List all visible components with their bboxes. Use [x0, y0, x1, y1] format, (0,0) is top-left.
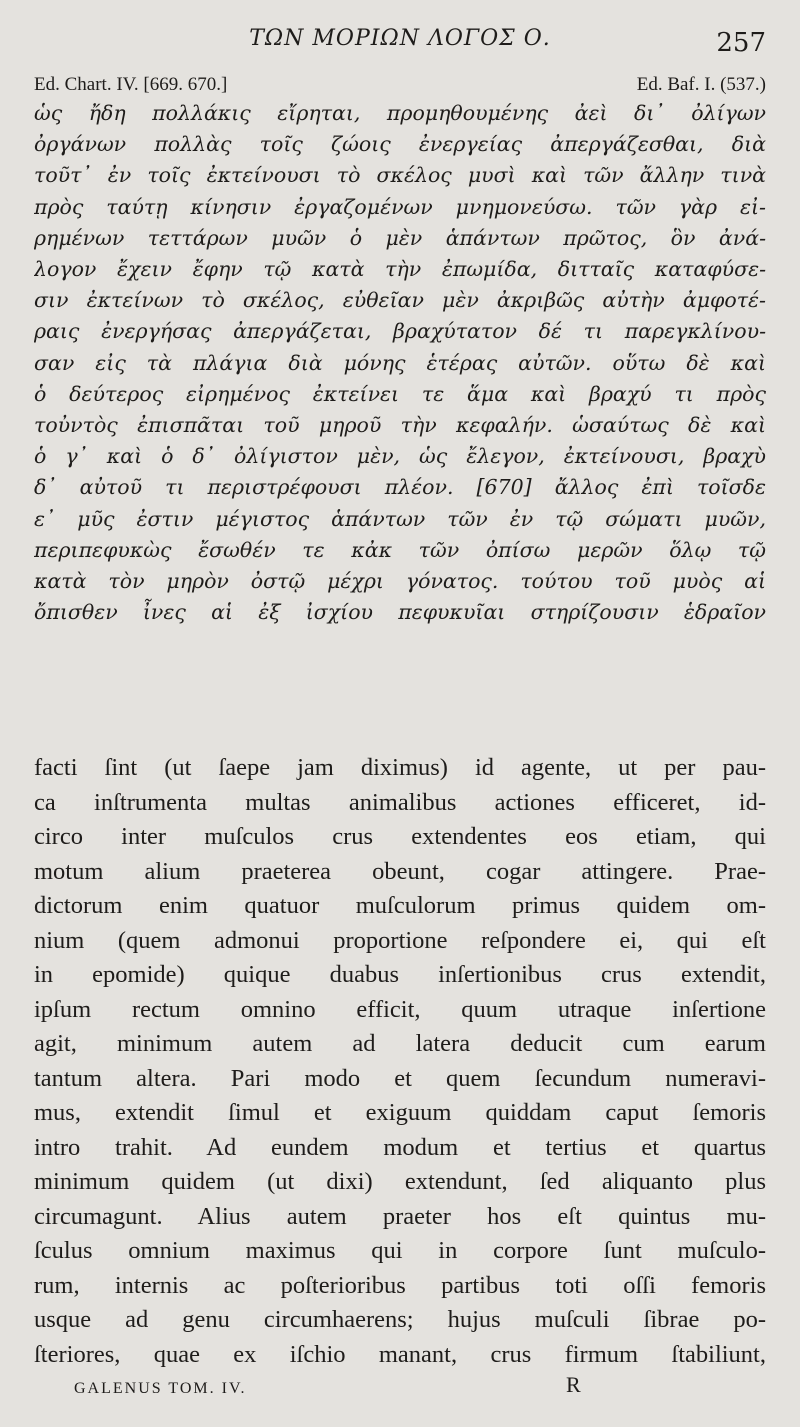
greek-line: τοῦτ᾽ ἐν τοῖς ἐκτείνουσι τὸ σκέλος μυσὶ καὶ τῶν ἄλλην τινὰ: [34, 163, 766, 188]
greek-line: λογον ἔχειν ἔφην τῷ κατὰ τὴν ἐπωμίδα, διτταῖς καταφύσε-: [34, 257, 766, 282]
edition-reference-right: Ed. Baf. I. (537.): [636, 74, 766, 95]
latin-line: intro trahit. Ad eundem modum et tertius et quartus: [34, 1133, 766, 1161]
greek-line: ὁ δεύτερος εἰρημένος ἐκτείνει τε ἅμα καὶ βραχύ τι πρὸς: [34, 381, 766, 406]
latin-line: circo inter muſculos crus extendentes eos etiam, qui: [34, 823, 766, 850]
gathering-mark: R: [566, 1372, 581, 1397]
latin-line: nium (quem admonui proportione reſpondere ei, qui eſt: [34, 926, 766, 954]
greek-line: ρημένων τεττάρων μυῶν ὁ μὲν ἁπάντων πρῶτος, ὃν ἀνά-: [34, 225, 766, 250]
latin-line: ſculus omnium maximus qui in corpore ſunt muſculo-: [34, 1237, 766, 1264]
page-number: 257: [716, 28, 766, 58]
greek-line: κατὰ τὸν μηρὸν ὀστῷ μέχρι γόνατος. τούτου τοῦ μυὸς αἱ: [34, 569, 766, 594]
greek-line: περιπεφυκὼς ἔσωθέν τε κἀκ τῶν ὀπίσω μερῶν ὅλῳ τῷ: [34, 537, 766, 562]
latin-line: circumagunt. Alius autem praeter hos eſt quintus mu-: [34, 1202, 766, 1230]
greek-line: ε᾽ μῦς ἐστιν μέγιστος ἁπάντων τῶν ἐν τῷ σώματι μυῶν,: [34, 506, 766, 531]
greek-line: ραις ἐνεργήσας ἀπεργάζεται, βραχύτατον δέ τι παρεγκλίνου-: [34, 319, 766, 344]
latin-text-block: [34, 751, 766, 1372]
greek-line: πρὸς ταύτῃ κίνησιν ἐργαζομένων μνημονεύσω. τῶν γὰρ εἰ-: [34, 194, 766, 219]
latin-line: minimum quidem (ut dixi) extendunt, ſed aliquanto plus: [34, 1168, 766, 1195]
edition-reference-left: Ed. Chart. IV. [669. 670.]: [34, 74, 228, 95]
greek-text-block: [34, 98, 766, 628]
greek-line: δ᾽ αὐτοῦ τι περιστρέφουσι πλέον. [670] ἄλλος ἐπὶ τοῖσδε: [34, 475, 766, 500]
greek-line: ὀργάνων πολλὰς τοῖς ζώοις ἐνεργείας ἀπεργάζεσθαι, διὰ: [34, 132, 766, 157]
greek-line: τοὐντὸς ἐπισπᾶται τοῦ μηροῦ τὴν κεφαλήν. ὡσαύτως δὲ καὶ: [34, 413, 766, 438]
running-title: ΤΩΝ ΜΟΡΙΩΝ ΛΟΓΟΣ Ο.: [249, 26, 551, 51]
latin-line: in epomide) quique duabus inſertionibus crus extendit,: [34, 961, 766, 988]
printer-signature: GALENUS TOM. IV.: [74, 1380, 247, 1397]
latin-line: usque ad genu circumhaerens; hujus muſculi ſibrae po-: [34, 1306, 766, 1333]
latin-line: ca inſtrumenta multas animalibus actiones efficeret, id-: [34, 788, 766, 816]
greek-line: ὄπισθεν ἶνες αἱ ἐξ ἰσχίου πεφυκυῖαι στηρίζουσιν ἑδραῖον: [34, 600, 766, 625]
latin-line: tantum altera. Pari modo et quem ſecundum numeravi-: [34, 1064, 766, 1092]
latin-line: rum, internis ac poſterioribus partibus toti oſſi femoris: [34, 1271, 766, 1299]
greek-line: σιν ἐκτείνων τὸ σκέλος, εὐθεῖαν μὲν ἀκριβῶς αὐτὴν ἀμφοτέ-: [34, 288, 766, 313]
latin-line: ſteriores, quae ex iſchio manant, crus firmum ſtabiliunt,: [34, 1340, 766, 1368]
greek-line: ὁ γ᾽ καὶ ὁ δ᾽ ὀλίγιστον μὲν, ὡς ἔλεγον, ἐκτείνουσι, βραχὺ: [34, 444, 766, 469]
latin-line: mus, extendit ſimul et exiguum quiddam caput ſemoris: [34, 1099, 766, 1126]
greek-line: σαν εἰς τὰ πλάγια διὰ μόνης ἑτέρας αὐτῶν. οὕτω δὲ καὶ: [34, 350, 766, 375]
latin-line: motum alium praeterea obeunt, cogar attingere. Prae-: [34, 857, 766, 885]
latin-line: dictorum enim quatuor muſculorum primus quidem om-: [34, 892, 766, 919]
latin-line: facti ſint (ut ſaepe jam diximus) id agente, ut per pau-: [34, 754, 766, 781]
latin-line: ipſum rectum omnino efficit, quum utraque inſertione: [34, 995, 766, 1023]
latin-line: agit, minimum autem ad latera deducit cum earum: [34, 1030, 766, 1057]
greek-line: ὡς ἤδη πολλάκις εἴρηται, προμηθουμένης ἀεὶ δι᾽ ὀλίγων: [34, 101, 766, 125]
